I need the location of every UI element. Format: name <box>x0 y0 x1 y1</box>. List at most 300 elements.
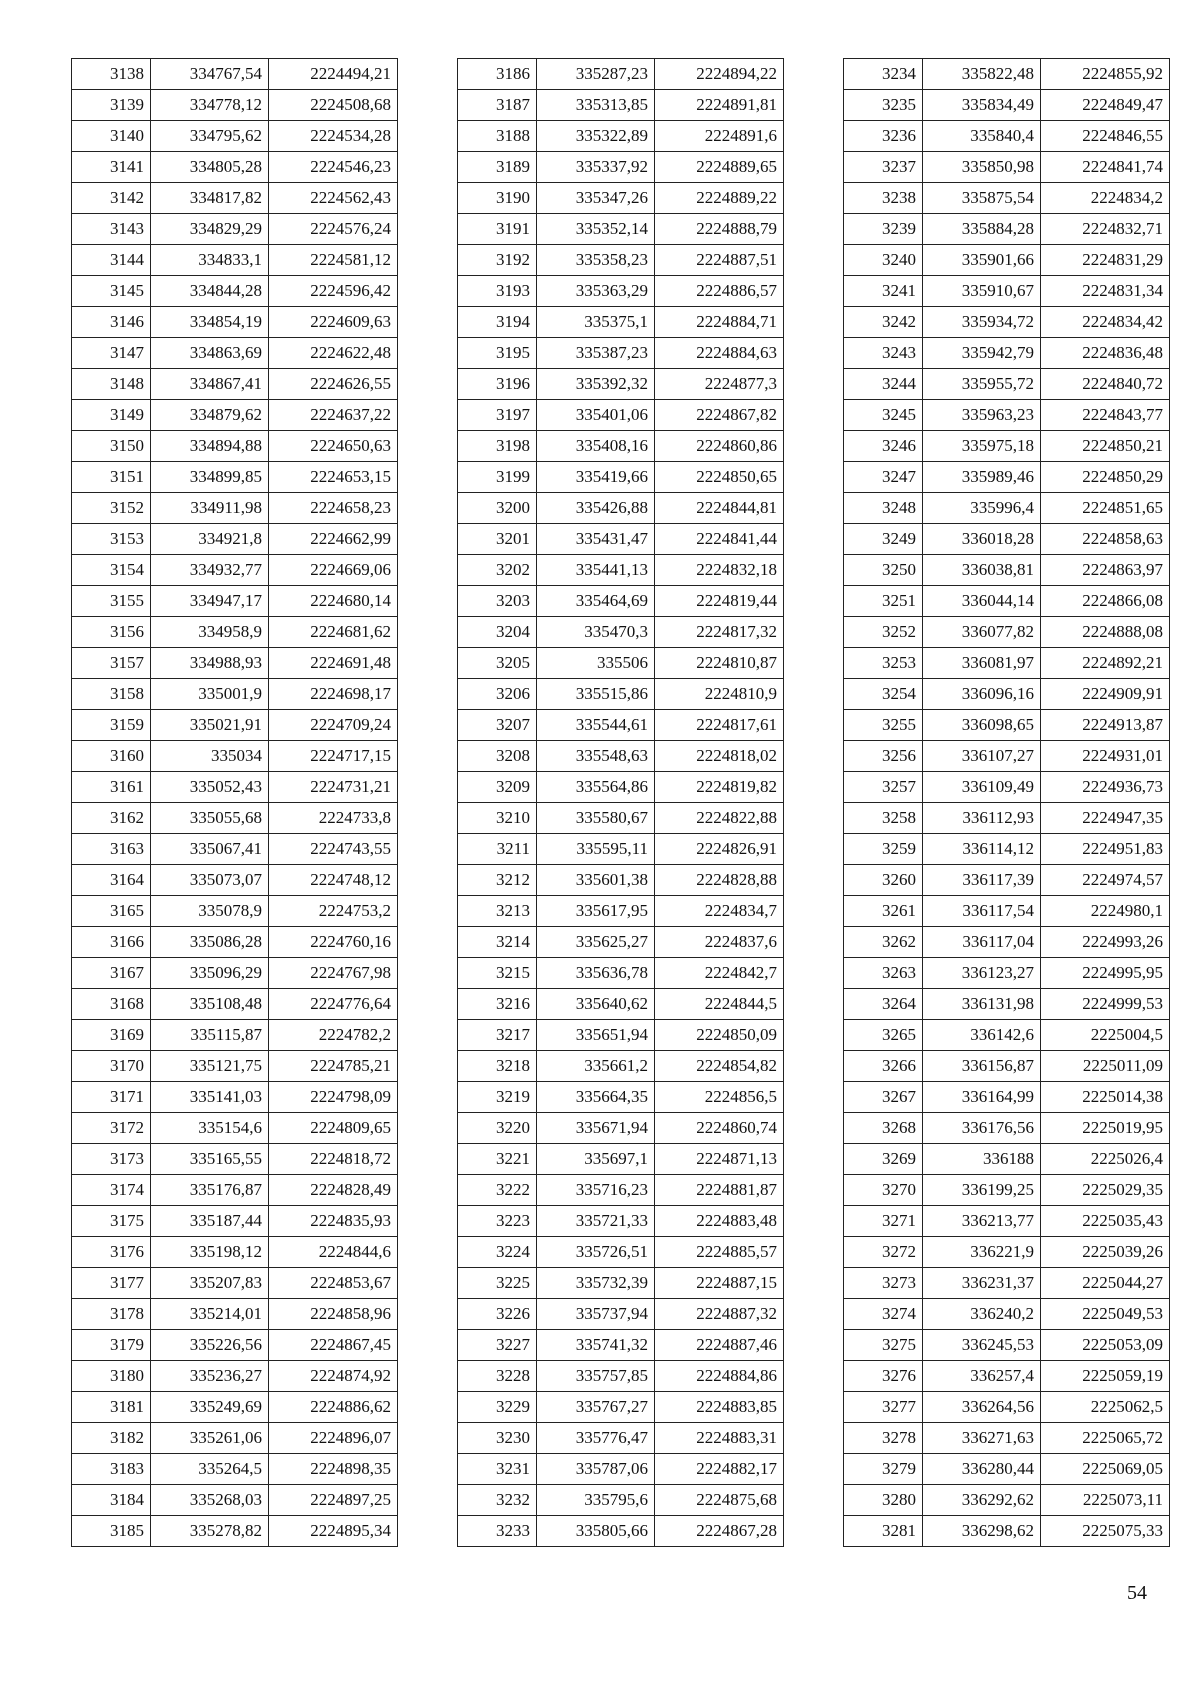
table-row <box>458 1175 784 1206</box>
point-number-cell: 3147 <box>72 338 151 369</box>
table-row <box>72 152 398 183</box>
table-row <box>458 307 784 338</box>
x-coordinate-cell: 335141,03 <box>151 1082 269 1113</box>
y-coordinate-cell: 2224841,44 <box>655 524 784 555</box>
table-row <box>844 214 1170 245</box>
y-coordinate-cell: 2224855,92 <box>1041 59 1170 90</box>
point-number-cell: 3275 <box>844 1330 923 1361</box>
y-coordinate-cell: 2224698,17 <box>269 679 398 710</box>
table-row <box>458 1299 784 1330</box>
x-coordinate-cell: 335875,54 <box>923 183 1041 214</box>
point-number-cell: 3216 <box>458 989 537 1020</box>
point-number-cell: 3177 <box>72 1268 151 1299</box>
point-number-cell: 3189 <box>458 152 537 183</box>
y-coordinate-cell: 2224896,07 <box>269 1423 398 1454</box>
point-number-cell: 3196 <box>458 369 537 400</box>
table-row <box>458 1268 784 1299</box>
x-coordinate-cell: 334899,85 <box>151 462 269 493</box>
x-coordinate-cell: 336280,44 <box>923 1454 1041 1485</box>
x-coordinate-cell: 336221,9 <box>923 1237 1041 1268</box>
table-row <box>72 741 398 772</box>
table-row <box>844 586 1170 617</box>
point-number-cell: 3211 <box>458 834 537 865</box>
y-coordinate-cell: 2224653,15 <box>269 462 398 493</box>
x-coordinate-cell: 335910,67 <box>923 276 1041 307</box>
y-coordinate-cell: 2224818,72 <box>269 1144 398 1175</box>
x-coordinate-cell: 336096,16 <box>923 679 1041 710</box>
point-number-cell: 3248 <box>844 493 923 524</box>
table-row <box>844 1485 1170 1516</box>
coordinate-table-3 <box>843 58 1170 1547</box>
x-coordinate-cell: 335580,67 <box>537 803 655 834</box>
y-coordinate-cell: 2224995,95 <box>1041 958 1170 989</box>
y-coordinate-cell: 2224841,74 <box>1041 152 1170 183</box>
table-row <box>458 1020 784 1051</box>
point-number-cell: 3273 <box>844 1268 923 1299</box>
x-coordinate-cell: 335073,07 <box>151 865 269 896</box>
table-row <box>844 59 1170 90</box>
table-row <box>72 1454 398 1485</box>
x-coordinate-cell: 335564,86 <box>537 772 655 803</box>
y-coordinate-cell: 2224884,63 <box>655 338 784 369</box>
y-coordinate-cell: 2224888,79 <box>655 214 784 245</box>
table-row <box>458 958 784 989</box>
table-row <box>72 183 398 214</box>
y-coordinate-cell: 2225065,72 <box>1041 1423 1170 1454</box>
x-coordinate-cell: 335989,46 <box>923 462 1041 493</box>
x-coordinate-cell: 335975,18 <box>923 431 1041 462</box>
table-row <box>458 1051 784 1082</box>
table-row <box>844 1144 1170 1175</box>
y-coordinate-cell: 2224822,88 <box>655 803 784 834</box>
y-coordinate-cell: 2224576,24 <box>269 214 398 245</box>
table-row <box>844 1330 1170 1361</box>
point-number-cell: 3265 <box>844 1020 923 1051</box>
point-number-cell: 3188 <box>458 121 537 152</box>
y-coordinate-cell: 2224810,87 <box>655 648 784 679</box>
table-row <box>72 896 398 927</box>
x-coordinate-cell: 335664,35 <box>537 1082 655 1113</box>
y-coordinate-cell: 2224888,08 <box>1041 617 1170 648</box>
y-coordinate-cell: 2225019,95 <box>1041 1113 1170 1144</box>
table-row <box>458 586 784 617</box>
y-coordinate-cell: 2225053,09 <box>1041 1330 1170 1361</box>
point-number-cell: 3193 <box>458 276 537 307</box>
x-coordinate-cell: 335840,4 <box>923 121 1041 152</box>
x-coordinate-cell: 335942,79 <box>923 338 1041 369</box>
y-coordinate-cell: 2224662,99 <box>269 524 398 555</box>
x-coordinate-cell: 336245,53 <box>923 1330 1041 1361</box>
y-coordinate-cell: 2224887,51 <box>655 245 784 276</box>
y-coordinate-cell: 2224898,35 <box>269 1454 398 1485</box>
x-coordinate-cell: 335787,06 <box>537 1454 655 1485</box>
x-coordinate-cell: 335741,32 <box>537 1330 655 1361</box>
table-row <box>458 400 784 431</box>
table-row <box>72 1082 398 1113</box>
x-coordinate-cell: 335313,85 <box>537 90 655 121</box>
x-coordinate-cell: 334988,93 <box>151 648 269 679</box>
point-number-cell: 3231 <box>458 1454 537 1485</box>
table-row <box>458 152 784 183</box>
y-coordinate-cell: 2224871,13 <box>655 1144 784 1175</box>
point-number-cell: 3172 <box>72 1113 151 1144</box>
table-row <box>72 1392 398 1423</box>
point-number-cell: 3185 <box>72 1516 151 1547</box>
y-coordinate-cell: 2224832,71 <box>1041 214 1170 245</box>
x-coordinate-cell: 334844,28 <box>151 276 269 307</box>
point-number-cell: 3261 <box>844 896 923 927</box>
table-row <box>844 710 1170 741</box>
x-coordinate-cell: 335226,56 <box>151 1330 269 1361</box>
y-coordinate-cell: 2224828,88 <box>655 865 784 896</box>
x-coordinate-cell: 335470,3 <box>537 617 655 648</box>
table-row <box>844 524 1170 555</box>
table-row <box>458 245 784 276</box>
coordinate-table-1 <box>71 58 398 1547</box>
point-number-cell: 3161 <box>72 772 151 803</box>
point-number-cell: 3200 <box>458 493 537 524</box>
x-coordinate-cell: 335805,66 <box>537 1516 655 1547</box>
point-number-cell: 3233 <box>458 1516 537 1547</box>
x-coordinate-cell: 336081,97 <box>923 648 1041 679</box>
x-coordinate-cell: 335358,23 <box>537 245 655 276</box>
point-number-cell: 3170 <box>72 1051 151 1082</box>
x-coordinate-cell: 336098,65 <box>923 710 1041 741</box>
y-coordinate-cell: 2224883,48 <box>655 1206 784 1237</box>
table-row <box>72 493 398 524</box>
y-coordinate-cell: 2224882,17 <box>655 1454 784 1485</box>
point-number-cell: 3179 <box>72 1330 151 1361</box>
table-row <box>72 803 398 834</box>
y-coordinate-cell: 2224817,32 <box>655 617 784 648</box>
point-number-cell: 3225 <box>458 1268 537 1299</box>
y-coordinate-cell: 2225014,38 <box>1041 1082 1170 1113</box>
y-coordinate-cell: 2224842,7 <box>655 958 784 989</box>
y-coordinate-cell: 2224767,98 <box>269 958 398 989</box>
y-coordinate-cell: 2224850,21 <box>1041 431 1170 462</box>
table-row <box>844 1206 1170 1237</box>
x-coordinate-cell: 335595,11 <box>537 834 655 865</box>
y-coordinate-cell: 2225029,35 <box>1041 1175 1170 1206</box>
point-number-cell: 3244 <box>844 369 923 400</box>
y-coordinate-cell: 2225075,33 <box>1041 1516 1170 1547</box>
table-row <box>844 90 1170 121</box>
point-number-cell: 3269 <box>844 1144 923 1175</box>
y-coordinate-cell: 2224733,8 <box>269 803 398 834</box>
x-coordinate-cell: 335506 <box>537 648 655 679</box>
x-coordinate-cell: 335625,27 <box>537 927 655 958</box>
x-coordinate-cell: 335337,92 <box>537 152 655 183</box>
table-row <box>72 400 398 431</box>
x-coordinate-cell: 336298,62 <box>923 1516 1041 1547</box>
x-coordinate-cell: 336044,14 <box>923 586 1041 617</box>
table-row <box>72 121 398 152</box>
y-coordinate-cell: 2224817,61 <box>655 710 784 741</box>
table-row <box>458 1485 784 1516</box>
x-coordinate-cell: 334863,69 <box>151 338 269 369</box>
x-coordinate-cell: 335352,14 <box>537 214 655 245</box>
y-coordinate-cell: 2224951,83 <box>1041 834 1170 865</box>
x-coordinate-cell: 336077,82 <box>923 617 1041 648</box>
x-coordinate-cell: 335115,87 <box>151 1020 269 1051</box>
point-number-cell: 3173 <box>72 1144 151 1175</box>
x-coordinate-cell: 335996,4 <box>923 493 1041 524</box>
y-coordinate-cell: 2225062,5 <box>1041 1392 1170 1423</box>
x-coordinate-cell: 335214,01 <box>151 1299 269 1330</box>
table-row <box>458 183 784 214</box>
table-row <box>458 648 784 679</box>
x-coordinate-cell: 335055,68 <box>151 803 269 834</box>
x-coordinate-cell: 335278,82 <box>151 1516 269 1547</box>
point-number-cell: 3281 <box>844 1516 923 1547</box>
table-row <box>458 1392 784 1423</box>
table-row <box>844 1454 1170 1485</box>
point-number-cell: 3141 <box>72 152 151 183</box>
table-row <box>844 679 1170 710</box>
table-row <box>844 772 1170 803</box>
point-number-cell: 3186 <box>458 59 537 90</box>
x-coordinate-cell: 335419,66 <box>537 462 655 493</box>
x-coordinate-cell: 334958,9 <box>151 617 269 648</box>
y-coordinate-cell: 2225049,53 <box>1041 1299 1170 1330</box>
point-number-cell: 3251 <box>844 586 923 617</box>
point-number-cell: 3209 <box>458 772 537 803</box>
table-row <box>72 710 398 741</box>
y-coordinate-cell: 2224877,3 <box>655 369 784 400</box>
table-row <box>844 803 1170 834</box>
y-coordinate-cell: 2224936,73 <box>1041 772 1170 803</box>
x-coordinate-cell: 335601,38 <box>537 865 655 896</box>
y-coordinate-cell: 2224860,86 <box>655 431 784 462</box>
x-coordinate-cell: 335426,88 <box>537 493 655 524</box>
point-number-cell: 3262 <box>844 927 923 958</box>
x-coordinate-cell: 335934,72 <box>923 307 1041 338</box>
x-coordinate-cell: 335198,12 <box>151 1237 269 1268</box>
point-number-cell: 3249 <box>844 524 923 555</box>
y-coordinate-cell: 2224844,6 <box>269 1237 398 1268</box>
x-coordinate-cell: 335884,28 <box>923 214 1041 245</box>
x-coordinate-cell: 334829,29 <box>151 214 269 245</box>
point-number-cell: 3212 <box>458 865 537 896</box>
y-coordinate-cell: 2224743,55 <box>269 834 398 865</box>
point-number-cell: 3140 <box>72 121 151 152</box>
point-number-cell: 3176 <box>72 1237 151 1268</box>
table-row <box>72 431 398 462</box>
table-row <box>844 896 1170 927</box>
x-coordinate-cell: 336231,37 <box>923 1268 1041 1299</box>
y-coordinate-cell: 2224809,65 <box>269 1113 398 1144</box>
table-row <box>72 307 398 338</box>
x-coordinate-cell: 335322,89 <box>537 121 655 152</box>
y-coordinate-cell: 2224834,7 <box>655 896 784 927</box>
table-row <box>458 1361 784 1392</box>
y-coordinate-cell: 2224818,02 <box>655 741 784 772</box>
table-row <box>72 958 398 989</box>
point-number-cell: 3159 <box>72 710 151 741</box>
table-row <box>458 431 784 462</box>
y-coordinate-cell: 2224858,63 <box>1041 524 1170 555</box>
table-row <box>844 865 1170 896</box>
y-coordinate-cell: 2224658,23 <box>269 493 398 524</box>
y-coordinate-cell: 2224637,22 <box>269 400 398 431</box>
x-coordinate-cell: 336156,87 <box>923 1051 1041 1082</box>
point-number-cell: 3257 <box>844 772 923 803</box>
table-row <box>72 369 398 400</box>
y-coordinate-cell: 2225004,5 <box>1041 1020 1170 1051</box>
point-number-cell: 3167 <box>72 958 151 989</box>
point-number-cell: 3256 <box>844 741 923 772</box>
y-coordinate-cell: 2224562,43 <box>269 183 398 214</box>
point-number-cell: 3163 <box>72 834 151 865</box>
point-number-cell: 3245 <box>844 400 923 431</box>
y-coordinate-cell: 2224691,48 <box>269 648 398 679</box>
y-coordinate-cell: 2224850,65 <box>655 462 784 493</box>
x-coordinate-cell: 335548,63 <box>537 741 655 772</box>
point-number-cell: 3162 <box>72 803 151 834</box>
table-row <box>844 741 1170 772</box>
table-row <box>844 369 1170 400</box>
point-number-cell: 3234 <box>844 59 923 90</box>
point-number-cell: 3181 <box>72 1392 151 1423</box>
point-number-cell: 3279 <box>844 1454 923 1485</box>
y-coordinate-cell: 2224897,25 <box>269 1485 398 1516</box>
point-number-cell: 3224 <box>458 1237 537 1268</box>
table-row <box>72 276 398 307</box>
x-coordinate-cell: 334833,1 <box>151 245 269 276</box>
point-number-cell: 3227 <box>458 1330 537 1361</box>
table-row <box>844 183 1170 214</box>
point-number-cell: 3210 <box>458 803 537 834</box>
point-number-cell: 3148 <box>72 369 151 400</box>
y-coordinate-cell: 2224856,5 <box>655 1082 784 1113</box>
table-row <box>844 648 1170 679</box>
y-coordinate-cell: 2224760,16 <box>269 927 398 958</box>
point-number-cell: 3164 <box>72 865 151 896</box>
table-row <box>844 927 1170 958</box>
point-number-cell: 3175 <box>72 1206 151 1237</box>
point-number-cell: 3171 <box>72 1082 151 1113</box>
table-row <box>458 369 784 400</box>
y-coordinate-cell: 2224891,81 <box>655 90 784 121</box>
y-coordinate-cell: 2225039,26 <box>1041 1237 1170 1268</box>
point-number-cell: 3242 <box>844 307 923 338</box>
x-coordinate-cell: 334947,17 <box>151 586 269 617</box>
y-coordinate-cell: 2224883,31 <box>655 1423 784 1454</box>
x-coordinate-cell: 334817,82 <box>151 183 269 214</box>
table-row <box>72 865 398 896</box>
x-coordinate-cell: 336264,56 <box>923 1392 1041 1423</box>
y-coordinate-cell: 2224892,21 <box>1041 648 1170 679</box>
x-coordinate-cell: 335441,13 <box>537 555 655 586</box>
point-number-cell: 3169 <box>72 1020 151 1051</box>
point-number-cell: 3276 <box>844 1361 923 1392</box>
point-number-cell: 3166 <box>72 927 151 958</box>
table-row <box>844 338 1170 369</box>
x-coordinate-cell: 335347,26 <box>537 183 655 214</box>
y-coordinate-cell: 2224753,2 <box>269 896 398 927</box>
point-number-cell: 3270 <box>844 1175 923 1206</box>
y-coordinate-cell: 2224895,34 <box>269 1516 398 1547</box>
table-row <box>844 958 1170 989</box>
table-row <box>458 59 784 90</box>
point-number-cell: 3182 <box>72 1423 151 1454</box>
x-coordinate-cell: 335261,06 <box>151 1423 269 1454</box>
table-row <box>844 1516 1170 1547</box>
table-row <box>72 927 398 958</box>
y-coordinate-cell: 2224748,12 <box>269 865 398 896</box>
table-row <box>72 1516 398 1547</box>
table-row <box>458 803 784 834</box>
table-row <box>458 927 784 958</box>
y-coordinate-cell: 2224669,06 <box>269 555 398 586</box>
y-coordinate-cell: 2225011,09 <box>1041 1051 1170 1082</box>
table-row <box>458 90 784 121</box>
y-coordinate-cell: 2224909,91 <box>1041 679 1170 710</box>
x-coordinate-cell: 336176,56 <box>923 1113 1041 1144</box>
y-coordinate-cell: 2225073,11 <box>1041 1485 1170 1516</box>
table-row <box>72 338 398 369</box>
point-number-cell: 3143 <box>72 214 151 245</box>
table-row <box>72 1020 398 1051</box>
table-row <box>458 524 784 555</box>
table-row <box>844 152 1170 183</box>
y-coordinate-cell: 2224508,68 <box>269 90 398 121</box>
y-coordinate-cell: 2224889,22 <box>655 183 784 214</box>
table-row <box>844 1299 1170 1330</box>
y-coordinate-cell: 2224709,24 <box>269 710 398 741</box>
table-row <box>844 400 1170 431</box>
point-number-cell: 3217 <box>458 1020 537 1051</box>
x-coordinate-cell: 335757,85 <box>537 1361 655 1392</box>
y-coordinate-cell: 2224885,57 <box>655 1237 784 1268</box>
x-coordinate-cell: 336188 <box>923 1144 1041 1175</box>
x-coordinate-cell: 335834,49 <box>923 90 1041 121</box>
y-coordinate-cell: 2224534,28 <box>269 121 398 152</box>
table-row <box>458 493 784 524</box>
y-coordinate-cell: 2224626,55 <box>269 369 398 400</box>
y-coordinate-cell: 2224680,14 <box>269 586 398 617</box>
x-coordinate-cell: 336109,49 <box>923 772 1041 803</box>
point-number-cell: 3215 <box>458 958 537 989</box>
table-row <box>72 1113 398 1144</box>
x-coordinate-cell: 335901,66 <box>923 245 1041 276</box>
point-number-cell: 3198 <box>458 431 537 462</box>
x-coordinate-cell: 336117,54 <box>923 896 1041 927</box>
x-coordinate-cell: 336292,62 <box>923 1485 1041 1516</box>
x-coordinate-cell: 335052,43 <box>151 772 269 803</box>
x-coordinate-cell: 336117,39 <box>923 865 1041 896</box>
x-coordinate-cell: 336112,93 <box>923 803 1041 834</box>
table-row <box>458 1113 784 1144</box>
y-coordinate-cell: 2224947,35 <box>1041 803 1170 834</box>
y-coordinate-cell: 2224810,9 <box>655 679 784 710</box>
x-coordinate-cell: 336123,27 <box>923 958 1041 989</box>
point-number-cell: 3142 <box>72 183 151 214</box>
table-row <box>844 121 1170 152</box>
table-row <box>458 989 784 1020</box>
point-number-cell: 3151 <box>72 462 151 493</box>
x-coordinate-cell: 335086,28 <box>151 927 269 958</box>
y-coordinate-cell: 2224874,92 <box>269 1361 398 1392</box>
point-number-cell: 3258 <box>844 803 923 834</box>
y-coordinate-cell: 2224999,53 <box>1041 989 1170 1020</box>
point-number-cell: 3168 <box>72 989 151 1020</box>
x-coordinate-cell: 335544,61 <box>537 710 655 741</box>
y-coordinate-cell: 2224887,15 <box>655 1268 784 1299</box>
table-row <box>844 834 1170 865</box>
table-row <box>458 121 784 152</box>
table-row <box>844 307 1170 338</box>
